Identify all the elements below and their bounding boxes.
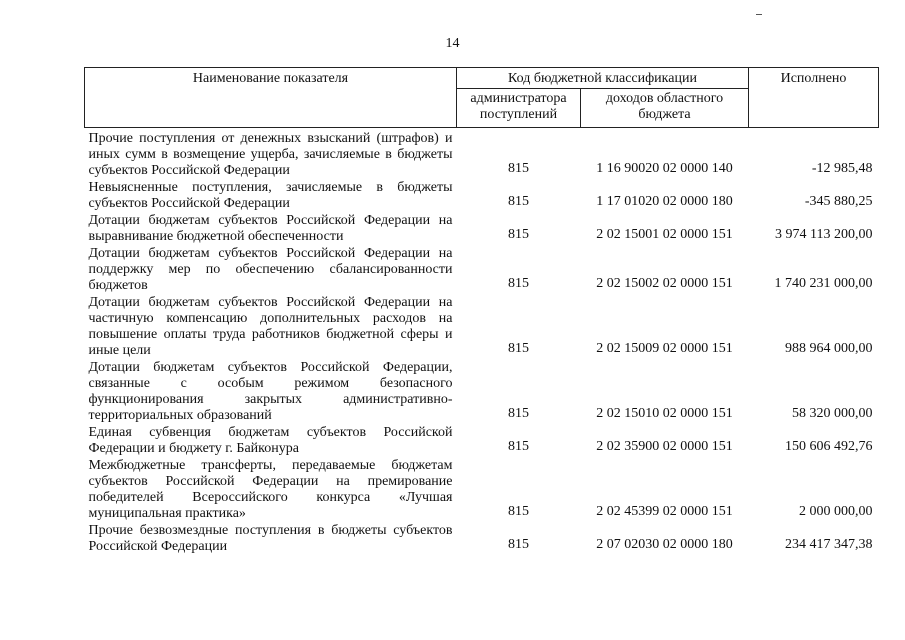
budget-revenue-table bbox=[84, 67, 879, 555]
header-administrator: администратора поступлений bbox=[457, 89, 581, 128]
row-revenue-code: 2 02 15002 02 0000 151 bbox=[596, 276, 733, 291]
table-row bbox=[85, 128, 879, 180]
row-revenue-code: 2 02 15001 02 0000 151 bbox=[596, 227, 733, 242]
row-administrator-code: 815 bbox=[508, 406, 529, 421]
row-administrator-code: 815 bbox=[508, 504, 529, 519]
row-indicator-name: Дотации бюджетам субъектов Российской Федерации на частичную компенсацию дополнительных расходов на повышение оплаты труда работников бюджетной сферы и иные цели bbox=[88, 295, 453, 358]
header-executed: Исполнено bbox=[749, 68, 879, 128]
row-indicator-name: Дотации бюджетам субъектов Российской Федерации, связанные с особым режимом безопасного функционирования закрытых административно-территориальных образований bbox=[88, 360, 453, 423]
row-revenue-code: 2 02 15009 02 0000 151 bbox=[596, 341, 733, 356]
table-row bbox=[85, 179, 879, 212]
row-indicator-name: Прочие безвозмездные поступления в бюджеты субъектов Российской Федерации bbox=[88, 523, 453, 554]
table-row bbox=[85, 522, 879, 555]
row-indicator-name: Невыясненные поступления, зачисляемые в бюджеты субъектов Российской Федерации bbox=[88, 180, 453, 211]
row-revenue-code: 1 16 90020 02 0000 140 bbox=[596, 161, 733, 176]
row-executed-amount: 150 606 492,76 bbox=[785, 439, 873, 454]
header-revenue-code: доходов областного бюджета bbox=[581, 89, 749, 128]
row-administrator-code: 815 bbox=[508, 537, 529, 552]
row-revenue-code: 2 02 35900 02 0000 151 bbox=[596, 439, 733, 454]
table-row bbox=[85, 424, 879, 457]
row-revenue-code: 1 17 01020 02 0000 180 bbox=[596, 194, 733, 209]
table-row bbox=[85, 457, 879, 522]
row-indicator-name: Дотации бюджетам субъектов Российской Федерации на выравнивание бюджетной обеспеченности bbox=[88, 213, 453, 244]
row-executed-amount: 1 740 231 000,00 bbox=[774, 276, 873, 291]
table-row bbox=[85, 294, 879, 359]
row-administrator-code: 815 bbox=[508, 439, 529, 454]
row-indicator-name: Межбюджетные трансферты, передаваемые бюджетам субъектов Российской Федерации на премирование победителей Всероссийского конкурса «Лучшая муниципальная практика» bbox=[88, 458, 453, 521]
table-body bbox=[85, 128, 879, 556]
row-executed-amount: 3 974 113 200,00 bbox=[775, 227, 873, 242]
table-row bbox=[85, 212, 879, 245]
row-executed-amount: 2 000 000,00 bbox=[799, 504, 873, 519]
row-revenue-code: 2 02 45399 02 0000 151 bbox=[596, 504, 733, 519]
table-row bbox=[85, 245, 879, 294]
row-indicator-name: Прочие поступления от денежных взысканий (штрафов) и иных сумм в возмещение ущерба, зачисляемые в бюджеты субъектов Российской Федерации bbox=[88, 131, 453, 178]
row-indicator-name: Единая субвенция бюджетам субъектов Российской Федерации и бюджету г. Байконура bbox=[88, 425, 453, 456]
table-row bbox=[85, 359, 879, 424]
header-indicator-name: Наименование показателя bbox=[85, 68, 457, 128]
row-indicator-name: Дотации бюджетам субъектов Российской Федерации на поддержку мер по обеспечению сбалансированности бюджетов bbox=[88, 246, 453, 293]
row-administrator-code: 815 bbox=[508, 227, 529, 242]
row-administrator-code: 815 bbox=[508, 161, 529, 176]
row-executed-amount: 988 964 000,00 bbox=[785, 341, 873, 356]
row-executed-amount: 234 417 347,38 bbox=[785, 537, 873, 552]
row-revenue-code: 2 02 15010 02 0000 151 bbox=[596, 406, 733, 421]
row-revenue-code: 2 07 02030 02 0000 180 bbox=[596, 537, 733, 552]
table-header bbox=[85, 68, 879, 128]
scan-mark bbox=[756, 14, 762, 15]
row-executed-amount: 58 320 000,00 bbox=[792, 406, 873, 421]
row-administrator-code: 815 bbox=[508, 194, 529, 209]
row-administrator-code: 815 bbox=[508, 341, 529, 356]
page-number: 14 bbox=[445, 36, 460, 51]
row-executed-amount: -12 985,48 bbox=[811, 161, 873, 176]
row-executed-amount: -345 880,25 bbox=[804, 194, 873, 209]
row-administrator-code: 815 bbox=[508, 276, 529, 291]
header-budget-classification-code: Код бюджетной классификации bbox=[457, 68, 749, 89]
